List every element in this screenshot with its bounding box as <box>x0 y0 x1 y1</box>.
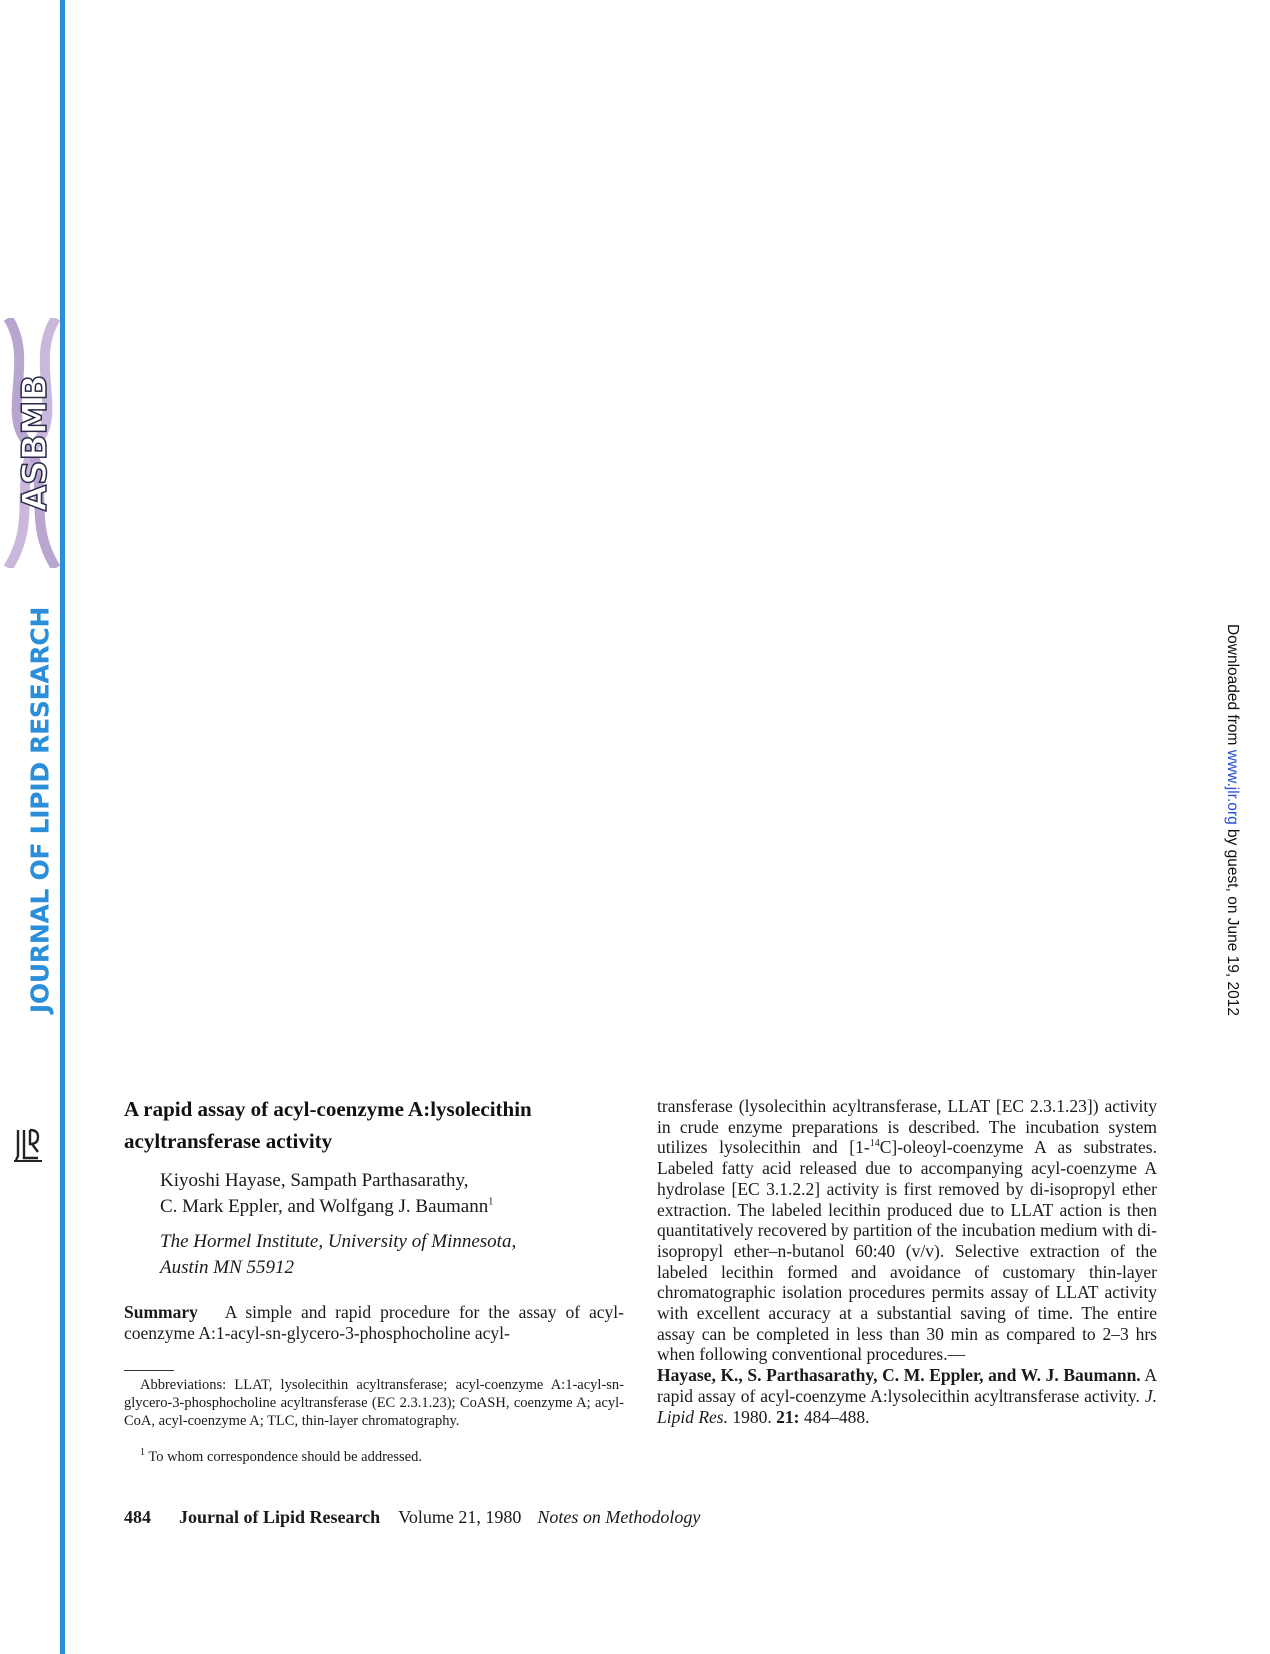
summary-right-column <box>657 1096 1157 1427</box>
page-footer <box>124 1505 700 1529</box>
download-link[interactable]: www.jlr.org <box>1224 749 1241 825</box>
footer-volume: Volume 21, 1980 <box>398 1507 522 1527</box>
article-affiliation <box>160 1229 620 1281</box>
authors-line: C. Mark Eppler, and Wolfgang J. Baumann$^1$ <box>160 1196 494 1217</box>
authors-line: Kiyoshi Hayase, Sampath Parthasarathy, <box>160 1170 469 1191</box>
abbreviations-footnote: Abbreviations: LLAT, lysolecithin acyltransferase; acyl-coenzyme A:1-acyl-sn-glycero-3-phosphocholine acyltransferase (EC 2.3.1.23); CoASH, coenzyme A; acyl-CoA, acyl-coenzyme A; TLC, thin-layer chromatography. <box>124 1377 624 1429</box>
citation-title: A rapid assay of acyl-coenzyme A:lysolecithin acyltransferase activity. <box>657 1365 1157 1406</box>
download-suffix: by guest, on June 19, 2012 <box>1224 824 1241 1017</box>
summary-label: Summary <box>124 1302 198 1322</box>
footnote-divider <box>124 1370 174 1371</box>
summary-text-right: transferase (lysolecithin acyltransferase, LLAT [EC 2.3.1.23]) activity in crude enzyme preparations is described. The incubation system utilizes lysolecithin and [1- <box>657 1096 1157 1158</box>
affiliation-line: Austin MN 55912 <box>160 1257 295 1278</box>
citation-volume: 21: <box>776 1406 800 1427</box>
isotope-superscript: 14 <box>869 1138 880 1150</box>
correspondence-footnote: $^1$ To whom correspondence should be addressed. <box>140 1447 422 1465</box>
footer-journal: Journal of Lipid Research <box>179 1507 381 1527</box>
left-accent-bar <box>60 0 65 1654</box>
summary-text-left: A simple and rapid procedure for the assay of acyl-coenzyme A:1-acyl-sn-glycero-3-phosphocholine acyl- <box>124 1302 625 1343</box>
article-title: A rapid assay of acyl-coenzyme A:lysolecithin acyltransferase activity <box>124 1097 532 1153</box>
author-note-mark: 1 <box>488 1196 494 1208</box>
summary-left <box>124 1302 624 1344</box>
citation-year: 1980. <box>727 1406 777 1427</box>
footer-section: Notes on Methodology <box>537 1507 701 1527</box>
download-prefix: Downloaded from <box>1224 623 1241 750</box>
citation-journal: J. Lipid Res. <box>657 1385 1157 1427</box>
jlr-logo-icon <box>14 1128 42 1162</box>
journal-side-title: JOURNAL OF LIPID RESEARCH <box>25 606 55 1014</box>
affiliation-line: The Hormel Institute, University of Minnesota, <box>160 1231 517 1252</box>
download-notice <box>1223 624 1241 1016</box>
citation-pages: 484–488. <box>799 1406 870 1427</box>
asbmb-logo <box>0 318 64 568</box>
asbmb-logo-text: ASBMB <box>15 374 55 512</box>
page-number: 484 <box>124 1507 151 1527</box>
summary-text-right-cont: C]-oleoyl-coenzyme A as substrates. Labeled fatty acid released due to accompanying acyl-coenzyme A hydrolase [EC 3.1.2.2] activity is first removed by di-isopropyl ether extraction. The labeled lecithin produced due to LLAT action is then quantitatively recovered by partition of the incubation medium with di-isopropyl ether–n-butanol 60:40 (v/v). Selective extraction of the labeled lecithin formed and avoidance of customary thin-layer chromatographic isolation procedures permits assay of LLAT activity with excellent accuracy at a substantial saving of time. The entire assay can be completed in less than 30 min as compared to 2–3 hrs when following conventional procedures.— <box>657 1137 1157 1365</box>
article-authors <box>160 1168 620 1220</box>
citation-authors: Hayase, K., S. Parthasarathy, C. M. Eppler, and W. J. Baumann. <box>657 1365 1141 1386</box>
footnote-mark: 1 <box>140 1447 145 1459</box>
